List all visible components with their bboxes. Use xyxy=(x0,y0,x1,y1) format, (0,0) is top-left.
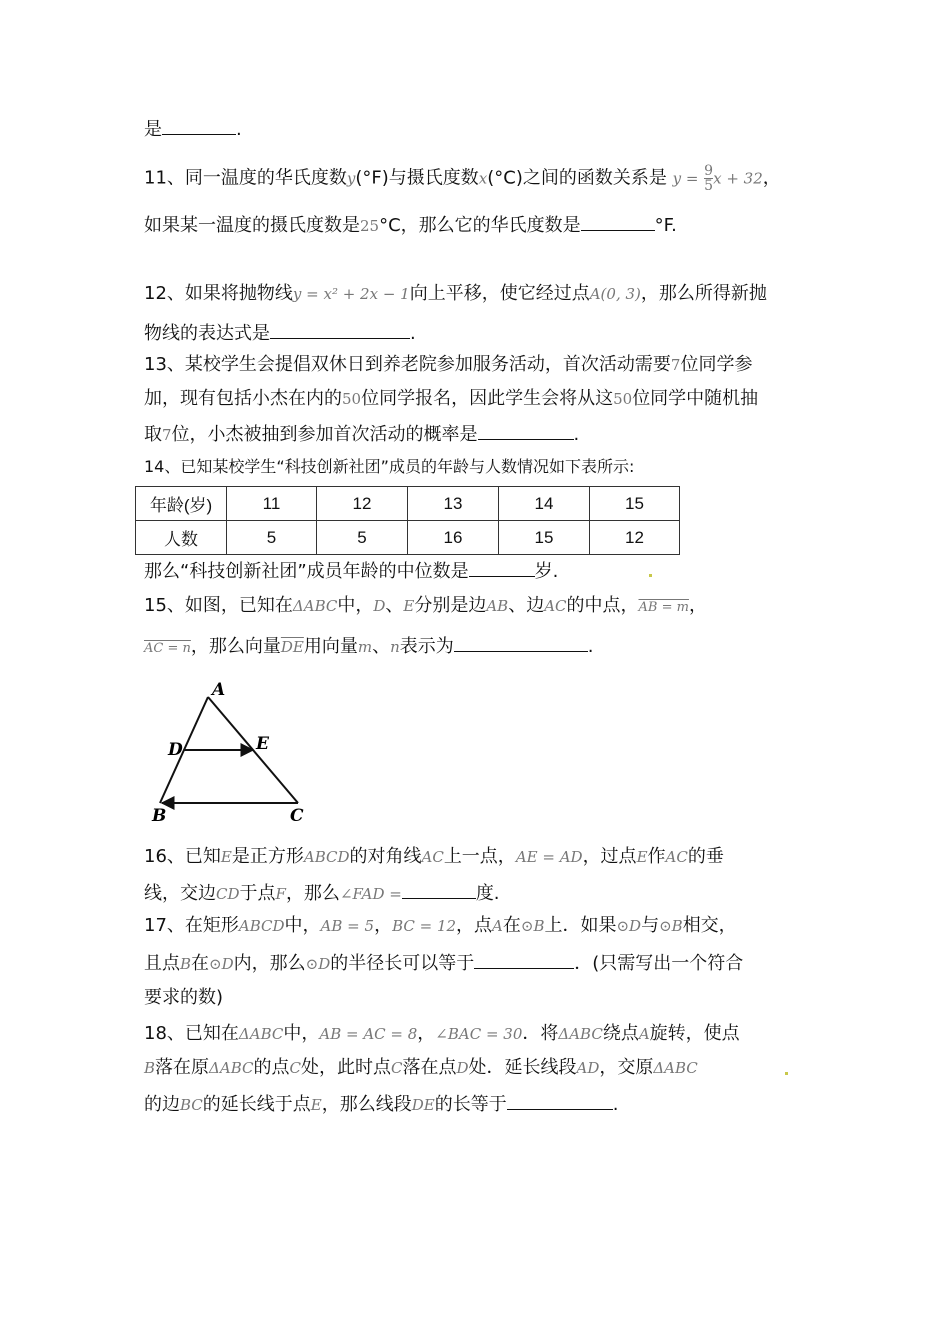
q16-line2-text-d: 度. xyxy=(475,883,500,904)
q17-text-5: 在 xyxy=(502,915,521,936)
q18-line2-text-c: 处，此时点 xyxy=(300,1057,391,1078)
q11-text-4: ， xyxy=(762,167,781,189)
q18-line2-text-d: 落在点 xyxy=(402,1057,457,1078)
q16-angle: ∠FAD = xyxy=(339,885,402,903)
q14-intro-text: 14、已知某校学生“科技创新社团”成员的年龄与人数情况如下表所示: xyxy=(144,457,635,476)
q16-abcd: ABCD xyxy=(303,848,350,866)
q14-answer-blank[interactable] xyxy=(469,558,535,577)
q11-frac-den: 5 xyxy=(704,178,714,194)
q13-line2 xyxy=(144,387,758,411)
q12-line2 xyxy=(144,320,416,346)
q16-line2-text-a: 线，交边 xyxy=(144,883,216,904)
q18-text-1: 已知在 xyxy=(184,1023,239,1044)
q18-c: C xyxy=(289,1059,301,1077)
table-cell: 15 xyxy=(499,521,590,555)
q12-number: 12、 xyxy=(144,283,185,304)
q11-var-y: y xyxy=(346,169,356,188)
q17-line2-text-c: 内，那么 xyxy=(233,953,306,974)
q16-line1 xyxy=(144,845,724,869)
q18-ad: AD xyxy=(576,1059,600,1077)
q17-number: 17、 xyxy=(144,915,185,936)
q14-tail-text: 那么“科技创新社团”成员年龄的中位数是 xyxy=(144,561,469,582)
q18-angle: ∠BAC = 30 xyxy=(435,1025,523,1043)
q12-line1 xyxy=(144,282,767,306)
stray-dot xyxy=(649,574,652,577)
q11-number: 11、 xyxy=(144,167,185,189)
label-b: B xyxy=(152,806,167,826)
q12-point: A(0, 3) xyxy=(589,285,641,303)
q12-answer-blank[interactable] xyxy=(270,320,410,339)
q17-line2-text-e: ．(只需写出一个符合 xyxy=(574,953,744,974)
q18-line3-text-c: ，那么线段 xyxy=(321,1094,412,1115)
q17-line2-text-d: 的半径长可以等于 xyxy=(330,953,475,974)
q18-eq: AB = AC = 8 xyxy=(319,1025,418,1043)
q17-text-8: 相交， xyxy=(682,915,737,936)
q18-tri4: ΔABC xyxy=(653,1059,698,1077)
q17-line2-text-b: 在 xyxy=(191,953,210,974)
q10-text: 是 xyxy=(144,119,162,140)
q17-text-2: 中， xyxy=(284,915,321,936)
q11-celsius-value: 25 xyxy=(360,217,380,235)
q16-f: F xyxy=(275,885,286,903)
q10-answer-blank[interactable] xyxy=(162,116,236,135)
q18-text-6: 旋转，使点 xyxy=(649,1023,740,1044)
q17-od: ⊙D xyxy=(616,917,642,935)
q17-line1 xyxy=(144,914,737,938)
q12-end: . xyxy=(410,323,416,344)
q18-tri3: ΔABC xyxy=(209,1059,254,1077)
q15-ab: AB xyxy=(486,597,509,615)
table-header-count: 人数 xyxy=(136,521,227,555)
q11-eq-rhs: x + 32 xyxy=(713,169,763,188)
q18-line2-text-a: 落在原 xyxy=(155,1057,210,1078)
q18-line2-text-f: ，交原 xyxy=(599,1057,654,1078)
q13-num-50: 50 xyxy=(342,390,362,408)
q10-end: . xyxy=(236,119,242,140)
q18-end: . xyxy=(612,1094,619,1115)
q13-num-7: 7 xyxy=(670,356,681,374)
q17-line2-text-a: 且点 xyxy=(144,953,180,974)
q13-line3 xyxy=(144,421,579,447)
q18-line3 xyxy=(144,1091,618,1117)
q13-line2-text-c: 位同学中随机抽 xyxy=(632,388,759,409)
q11-text-1: 同一温度的华氏度数 xyxy=(184,167,347,189)
q17-ob: ⊙B xyxy=(520,917,545,935)
q15-text-2: 中， xyxy=(337,595,374,616)
q10-tail-line xyxy=(144,116,242,142)
q18-line2-text-b: 的点 xyxy=(253,1057,290,1078)
table-row xyxy=(136,487,680,521)
q16-ac: AC xyxy=(421,848,444,866)
q17-a: A xyxy=(492,917,503,935)
q11-line1 xyxy=(144,164,781,193)
q17-text-7: 与 xyxy=(641,915,660,936)
q15-text-3: 、 xyxy=(385,595,404,616)
q15-line2 xyxy=(144,633,594,661)
q17-od2: ⊙D xyxy=(209,955,234,973)
q15-text-1: 如图，已知在 xyxy=(184,595,293,616)
q16-text-5: ，过点 xyxy=(582,846,637,867)
q16-text-2: 是正方形 xyxy=(231,846,304,867)
q16-line2 xyxy=(144,880,500,906)
q11-fraction xyxy=(704,164,713,193)
q16-line2-text-c: ，那么 xyxy=(285,883,340,904)
q15-text-6: 的中点， xyxy=(566,595,639,616)
stray-dot xyxy=(785,1072,788,1075)
q16-text-6: 作 xyxy=(647,846,666,867)
q16-number: 16、 xyxy=(144,846,185,867)
q12-text-1: 如果将抛物线 xyxy=(184,283,293,304)
q16-text-7: 的垂 xyxy=(687,846,724,867)
q18-line2-text-e: 处．延长线段 xyxy=(468,1057,577,1078)
table-cell: 5 xyxy=(227,521,317,555)
q18-answer-blank[interactable] xyxy=(507,1091,613,1110)
q15-text-9: 用向量 xyxy=(303,636,358,657)
q13-line1 xyxy=(144,353,752,377)
q18-de: DE xyxy=(411,1096,435,1114)
table-cell: 12 xyxy=(590,521,680,555)
q11-var-x: x xyxy=(478,169,488,188)
q15-number: 15、 xyxy=(144,595,185,616)
q11-frac-num: 9 xyxy=(704,163,714,179)
table-cell: 11 xyxy=(227,487,317,521)
q18-tri2: ΔABC xyxy=(558,1025,603,1043)
q15-text-11: 表示为 xyxy=(399,636,454,657)
q15-text-7: ， xyxy=(688,595,707,616)
q18-line2 xyxy=(144,1056,698,1080)
q18-line3-text-a: 的边 xyxy=(144,1094,180,1115)
q18-e: E xyxy=(310,1096,322,1114)
q18-d: D xyxy=(456,1059,469,1077)
q12-line2-text: 物线的表达式是 xyxy=(144,323,270,344)
q13-line3-text-b: 位，小杰被抽到参加首次活动的概率是 xyxy=(171,424,478,445)
table-row xyxy=(136,521,680,555)
q15-vector-m: m xyxy=(357,638,373,656)
q18-b: B xyxy=(144,1059,156,1077)
q16-answer-blank[interactable] xyxy=(402,880,476,899)
label-a: A xyxy=(212,680,226,700)
triangle-figure xyxy=(140,675,330,830)
q16-ac2: AC xyxy=(665,848,688,866)
label-d: D xyxy=(168,740,183,760)
q18-c2: C xyxy=(390,1059,403,1077)
q16-line2-text-b: 于点 xyxy=(239,883,276,904)
q17-line2 xyxy=(144,950,743,976)
q18-line3-text-b: 的延长线于点 xyxy=(202,1094,311,1115)
q13-end: . xyxy=(573,424,580,445)
q14-intro xyxy=(144,455,634,479)
q14-age-table xyxy=(135,486,680,555)
q13-answer-blank[interactable] xyxy=(478,421,574,440)
q13-line1-text: 13、某校学生会提倡双休日到养老院参加服务活动，首次活动需要 xyxy=(144,354,671,375)
q18-number: 18、 xyxy=(144,1023,185,1044)
q15-vector-de: $\overline{DE}$ xyxy=(280,638,304,656)
q11-unit: °F. xyxy=(654,215,677,236)
q17-text-1: 在矩形 xyxy=(184,915,239,936)
q18-line1 xyxy=(144,1022,740,1046)
q11-text-2: (°F)与摄氏度数 xyxy=(355,167,479,189)
q12-text-2: 向上平移，使它经过点 xyxy=(409,283,590,304)
q15-text-10: 、 xyxy=(372,636,391,657)
q14-tail xyxy=(144,558,558,584)
q16-text-3: 的对角线 xyxy=(349,846,422,867)
q14-tail-end: 岁. xyxy=(534,561,559,582)
q15-text-4: 分别是边 xyxy=(414,595,487,616)
table-cell: 12 xyxy=(317,487,408,521)
q15-triangle: ΔABC xyxy=(292,597,338,615)
q17-text-6: 上．如果 xyxy=(544,915,617,936)
q16-text-4: 上一点， xyxy=(443,846,516,867)
q18-tri: ΔABC xyxy=(238,1025,284,1043)
q15-answer-blank[interactable] xyxy=(454,633,588,652)
q17-line3 xyxy=(144,986,223,1010)
label-c: C xyxy=(290,806,304,826)
table-cell: 5 xyxy=(317,521,408,555)
q13-num-50b: 50 xyxy=(613,390,633,408)
q15-end: . xyxy=(587,636,594,657)
q17-text-3: ， xyxy=(374,915,393,936)
q13-line2-text-a: 加，现有包括小杰在内的 xyxy=(144,388,342,409)
q17-text-4: ，点 xyxy=(456,915,493,936)
q15-e: E xyxy=(403,597,415,615)
table-cell: 14 xyxy=(499,487,590,521)
q17-bc: BC = 12 xyxy=(392,917,457,935)
q17-abcd: ABCD xyxy=(238,917,285,935)
q17-b: B xyxy=(180,955,192,973)
q17-answer-blank[interactable] xyxy=(474,950,574,969)
q11-line2-text-b: °C，那么它的华氏度数是 xyxy=(379,215,581,236)
q18-text-5: 绕点 xyxy=(602,1023,639,1044)
q11-text-3: (°C)之间的函数关系是 xyxy=(487,167,667,189)
table-cell: 16 xyxy=(408,521,499,555)
q12-parabola-expr: y = x² + 2x − 1 xyxy=(292,285,410,303)
q17-od3: ⊙D xyxy=(305,955,331,973)
q11-line2 xyxy=(144,212,677,238)
q16-eq: AE = AD xyxy=(515,848,583,866)
q16-text-1: 已知 xyxy=(184,846,221,867)
q15-d: D xyxy=(373,597,386,615)
q11-eq-lhs: y = xyxy=(672,169,699,188)
q15-eq-ab-m: AB = m xyxy=(638,600,689,615)
q12-text-3: ，那么所得新抛 xyxy=(640,283,767,304)
q18-text-4: ．将 xyxy=(522,1023,559,1044)
q15-eq-ac-n: AC = n xyxy=(144,641,191,656)
q17-ob2: ⊙B xyxy=(659,917,683,935)
q17-line3-text: 要求的数) xyxy=(144,987,224,1008)
q16-cd: CD xyxy=(216,885,240,903)
q15-text-5: 、边 xyxy=(508,595,545,616)
q18-text-2: 中， xyxy=(283,1023,320,1044)
q18-a: A xyxy=(638,1025,650,1043)
q18-bc: BC xyxy=(180,1096,203,1114)
q15-vector-n: n xyxy=(390,638,400,656)
q13-line1-text-b: 位同学参 xyxy=(680,354,753,375)
label-e: E xyxy=(256,734,269,754)
q15-ac: AC xyxy=(544,597,567,615)
q18-line3-text-d: 的长等于 xyxy=(434,1094,507,1115)
q16-e: E xyxy=(220,848,232,866)
q11-answer-blank[interactable] xyxy=(581,212,655,231)
q18-text-3: ， xyxy=(417,1023,436,1044)
q17-ab: AB = 5 xyxy=(320,917,375,935)
table-cell: 15 xyxy=(590,487,680,521)
q13-line3-text-a: 取 xyxy=(144,424,162,445)
q13-line2-text-b: 位同学报名，因此学生会将从这 xyxy=(361,388,614,409)
q13-num-7b: 7 xyxy=(162,426,172,444)
q16-e2: E xyxy=(636,848,648,866)
table-header-age: 年龄(岁) xyxy=(136,487,227,521)
q15-line1 xyxy=(144,594,707,620)
q11-line2-text: 如果某一温度的摄氏度数是 xyxy=(144,215,360,236)
table-cell: 13 xyxy=(408,487,499,521)
q15-text-8: ，那么向量 xyxy=(190,636,281,657)
